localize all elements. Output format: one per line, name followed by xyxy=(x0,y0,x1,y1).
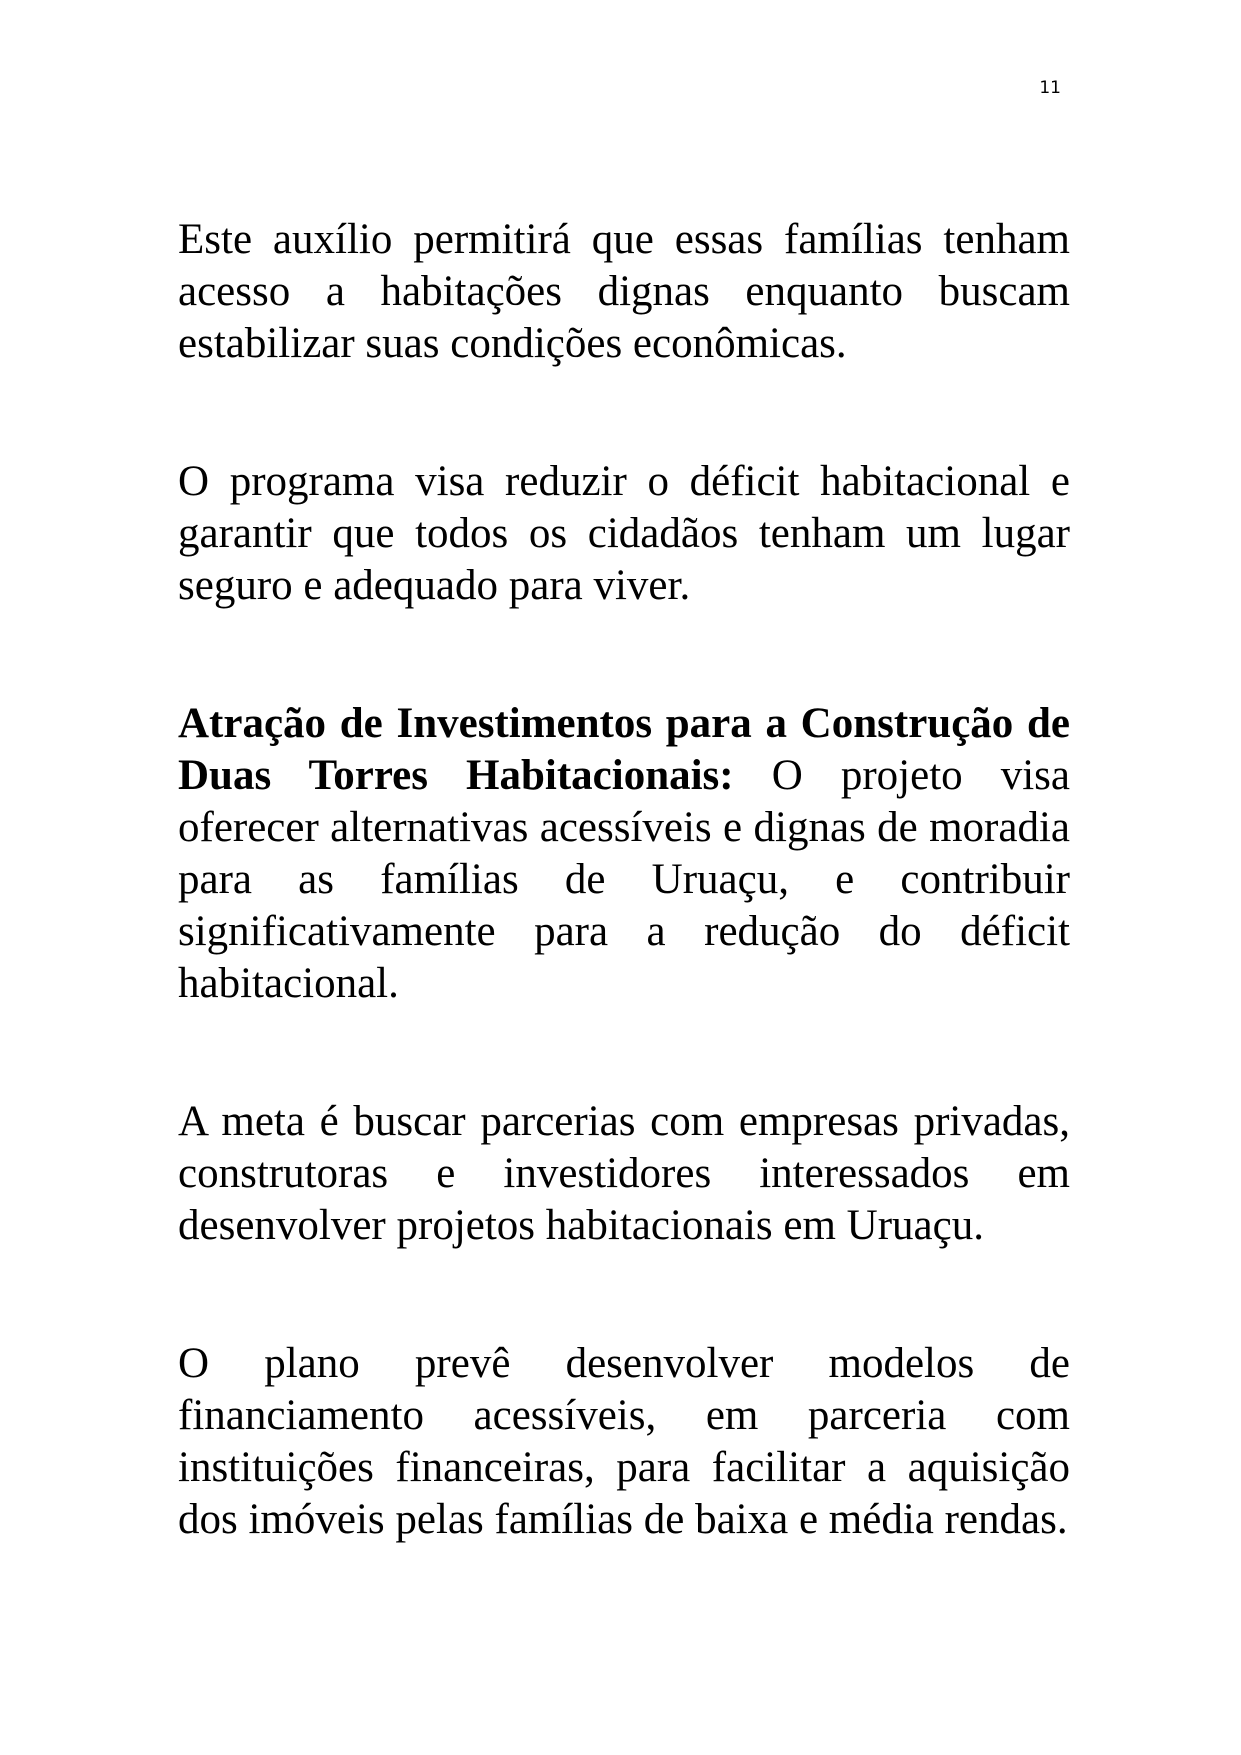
paragraph-partnerships: A meta é buscar parcerias com empresas privadas, construtoras e investidores interessados em desenvolver projetos habitacionais em Uruaçu. xyxy=(178,1098,1070,1249)
page-content xyxy=(178,214,1070,1546)
investment-towers-heading: Atração de Investimentos para a Construção de Duas Torres Habitacionais: xyxy=(178,700,1070,799)
paragraph-housing-aid: Este auxílio permitirá que essas famílias tenham acesso a habitações dignas enquanto buscam estabilizar suas condições econômicas. xyxy=(178,216,1070,367)
paragraph-investment-towers xyxy=(178,698,1070,1010)
page-number: 11 xyxy=(1039,78,1061,98)
paragraph-program-goal: O programa visa reduzir o déficit habitacional e garantir que todos os cidadãos tenham um lugar seguro e adequado para viver. xyxy=(178,458,1070,609)
paragraph-financing: O plano prevê desenvolver modelos de financiamento acessíveis, em parceria com instituições financeiras, para facilitar a aquisição dos imóveis pelas famílias de baixa e média rendas. xyxy=(178,1340,1070,1543)
investment-towers-body: O projeto visa oferecer alternativas acessíveis e dignas de moradia para as famílias de Uruaçu, e contribuir significativamente para a redução do déficit habitacional. xyxy=(178,752,1070,1007)
